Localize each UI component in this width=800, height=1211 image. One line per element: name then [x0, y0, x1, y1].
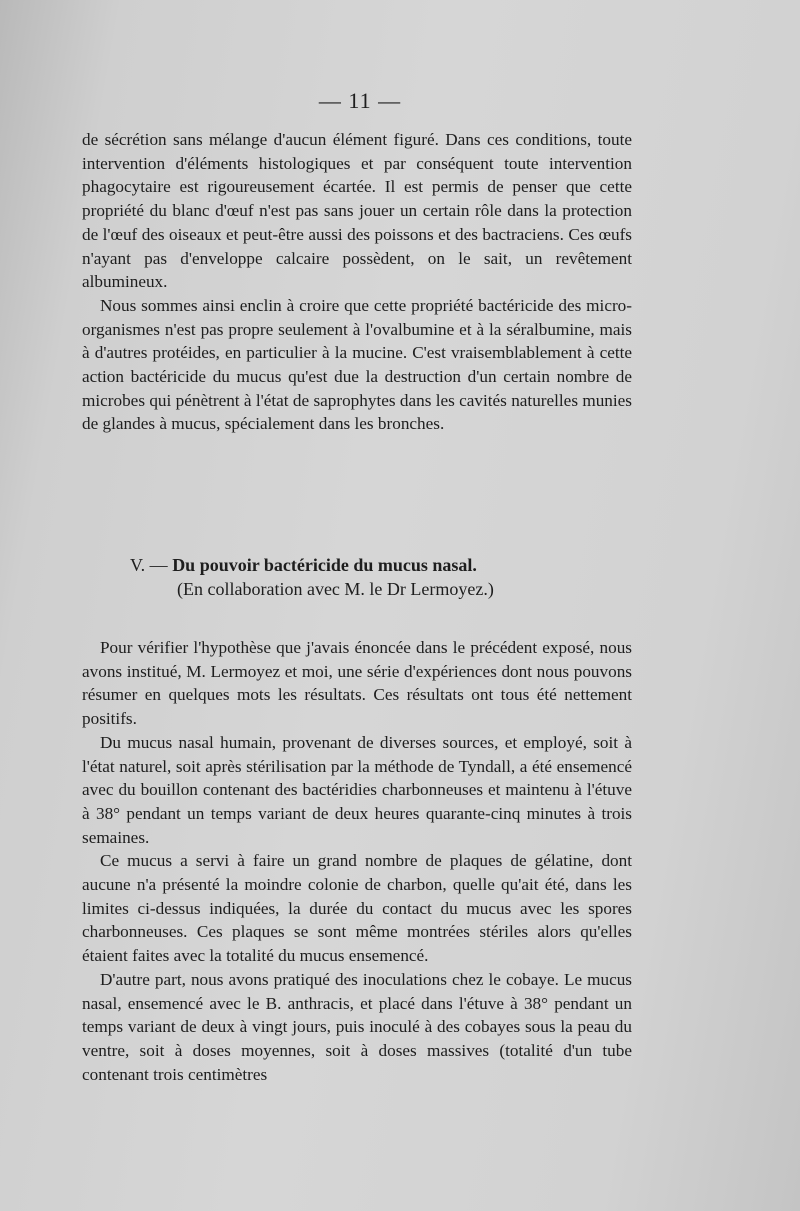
- page-number: — 11 —: [318, 88, 402, 113]
- body-text-top: [82, 128, 632, 436]
- paragraph: Ce mucus a servi à faire un grand nombre de plaques de gélatine, dont aucune n'a présenté la moindre colonie de charbon, quelle qu'ait été, dans les limites ci-dessus indiquées, la durée du contact du mucus avec les spores charbonneuses. Ces plaques se sont même montrées stériles alors qu'elles étaient faites avec la totalité du mucus ensemencé.: [82, 851, 632, 966]
- paragraph: Nous sommes ainsi enclin à croire que cette propriété bactéricide des micro-organismes n'est pas propre seulement à l'ovalbumine et à la séralbumine, mais à d'autres protéides, en particulier à la mucine. C'est vraisemblablement à cette action bactéricide du mucus qu'est due la destruction d'un certain nombre de microbes qui pénètrent à l'état de saprophytes dans les cavités naturelles munies de glandes à mucus, spécialement dans les bronches.: [82, 295, 632, 434]
- paragraph: D'autre part, nous avons pratiqué des inoculations chez le cobaye. Le mucus nasal, ensemencé avec le B. anthracis, et placé dans l'étuve à 38° pendant un temps variant de deux à vingt jours, puis inoculé à des cobayes sous la peau du ventre, soit à doses moyennes, soit à doses massives (totalité d'un tube contenant trois centimètres: [82, 969, 632, 1084]
- section-title: Du pouvoir bactéricide du mucus nasal.: [172, 555, 477, 575]
- paragraph: Du mucus nasal humain, provenant de diverses sources, et employé, soit à l'état naturel, soit après stérilisation par la méthode de Tyndall, a été ensemencé avec du bouillon contenant des bactéridies charbonneuses et maintenu à l'étuve à 38° pendant un temps variant de deux heures quarante-cinq minutes à trois semaines.: [82, 732, 632, 847]
- paragraph: Pour vérifier l'hypothèse que j'avais énoncée dans le précédent exposé, nous avons institué, M. Lermoyez et moi, une série d'expériences dont nous pouvons résumer en quelques mots les résultats. Ces résultats ont tous été nettement positifs.: [82, 638, 632, 729]
- section-number: V. —: [130, 555, 168, 575]
- section-heading: [130, 553, 600, 601]
- section-subtitle: (En collaboration avec M. le Dr Lermoyez.): [177, 579, 494, 599]
- body-text-section: [82, 636, 632, 1086]
- paragraph: de sécrétion sans mélange d'aucun élément figuré. Dans ces conditions, toute intervention d'éléments histologiques et par conséquent toute intervention phagocytaire est rigoureusement écartée. Il est permis de penser que cette propriété du blanc d'œuf n'est pas sans jouer un certain rôle dans la protection de l'œuf des oiseaux et peut-être aussi des poissons et des bactraciens. Ces œufs n'ayant pas d'enveloppe calcaire possèdent, on le sait, un revêtement albumineux.: [82, 130, 632, 292]
